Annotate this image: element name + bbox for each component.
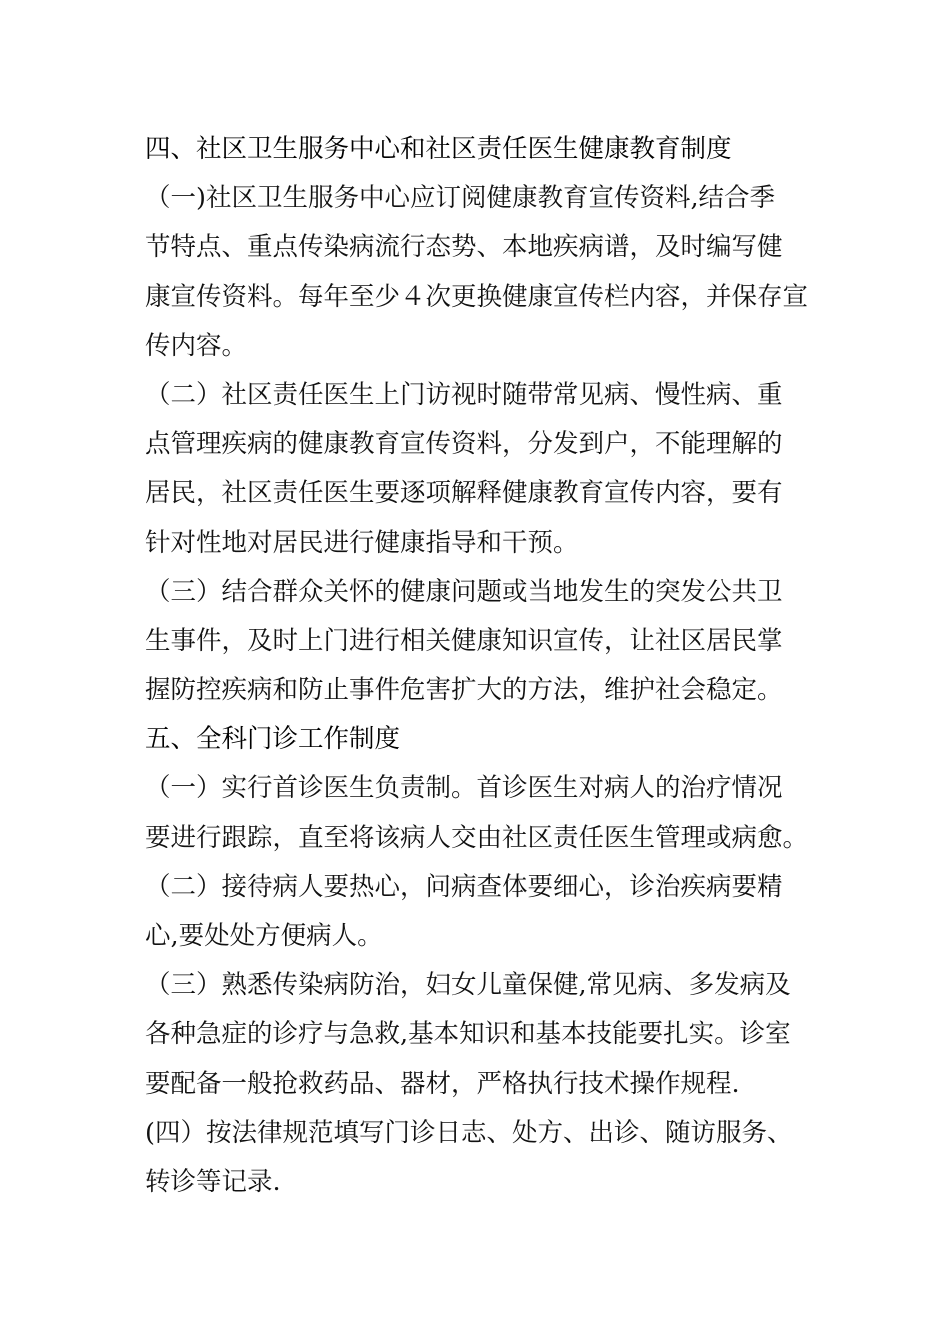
paragraph-line: (四）按法律规范填写门诊日志、处方、出诊、随访服务、	[145, 1117, 793, 1148]
paragraph-line: （三）结合群众关怀的健康问题或当地发生的突发公共卫	[145, 576, 783, 607]
document-body	[145, 125, 815, 1207]
paragraph-line: 心,要处处方便病人。	[145, 921, 383, 951]
paragraph-line: （一)社区卫生服务中心应订阅健康教育宣传资料,结合季	[145, 183, 776, 214]
paragraph-line: 针对性地对居民进行健康指导和干预。	[145, 527, 579, 558]
paragraph-line: （一）实行首诊医生负责制。首诊医生对病人的治疗情况	[145, 773, 783, 804]
paragraph-line: 生事件，及时上门进行相关健康知识宣传，让社区居民掌	[145, 625, 783, 656]
section-heading-four: 四、社区卫生服务中心和社区责任医生健康教育制度	[145, 134, 732, 164]
paragraph-line: 节特点、重点传染病流行态势、本地疾病谱，及时编写健	[145, 232, 783, 263]
paragraph-line: 康宣传资料。每年至少４次更换健康宣传栏内容，并保存宣	[145, 281, 809, 312]
paragraph-line: （二）接待病人要热心，问病查体要细心，诊治疾病要精	[145, 871, 783, 902]
paragraph-line: 握防控疾病和防止事件危害扩大的方法，维护社会稳定。	[145, 675, 783, 706]
paragraph-line: 各种急症的诊疗与急救,基本知识和基本技能要扎实。诊室	[145, 1019, 791, 1050]
paragraph-line: （三）熟悉传染病防治，妇女儿童保健,常见病、多发病及	[145, 970, 791, 1001]
paragraph-line: 要配备一般抢救药品、器材，严格执行技术操作规程.	[145, 1068, 740, 1099]
paragraph-line: 居民，社区责任医生要逐项解释健康教育宣传内容，要有	[145, 478, 783, 509]
paragraph-line: （二）社区责任医生上门访视时随带常见病、慢性病、重	[145, 379, 783, 410]
paragraph-line: 传内容。	[145, 330, 248, 361]
section-heading-five: 五、全科门诊工作制度	[145, 724, 401, 755]
paragraph-line: 转诊等记录.	[145, 1166, 281, 1197]
paragraph-line: 点管理疾病的健康教育宣传资料，分发到户，不能理解的	[145, 429, 783, 460]
paragraph-line: 要进行跟踪，直至将该病人交由社区责任医生管理或病愈。	[145, 822, 809, 853]
